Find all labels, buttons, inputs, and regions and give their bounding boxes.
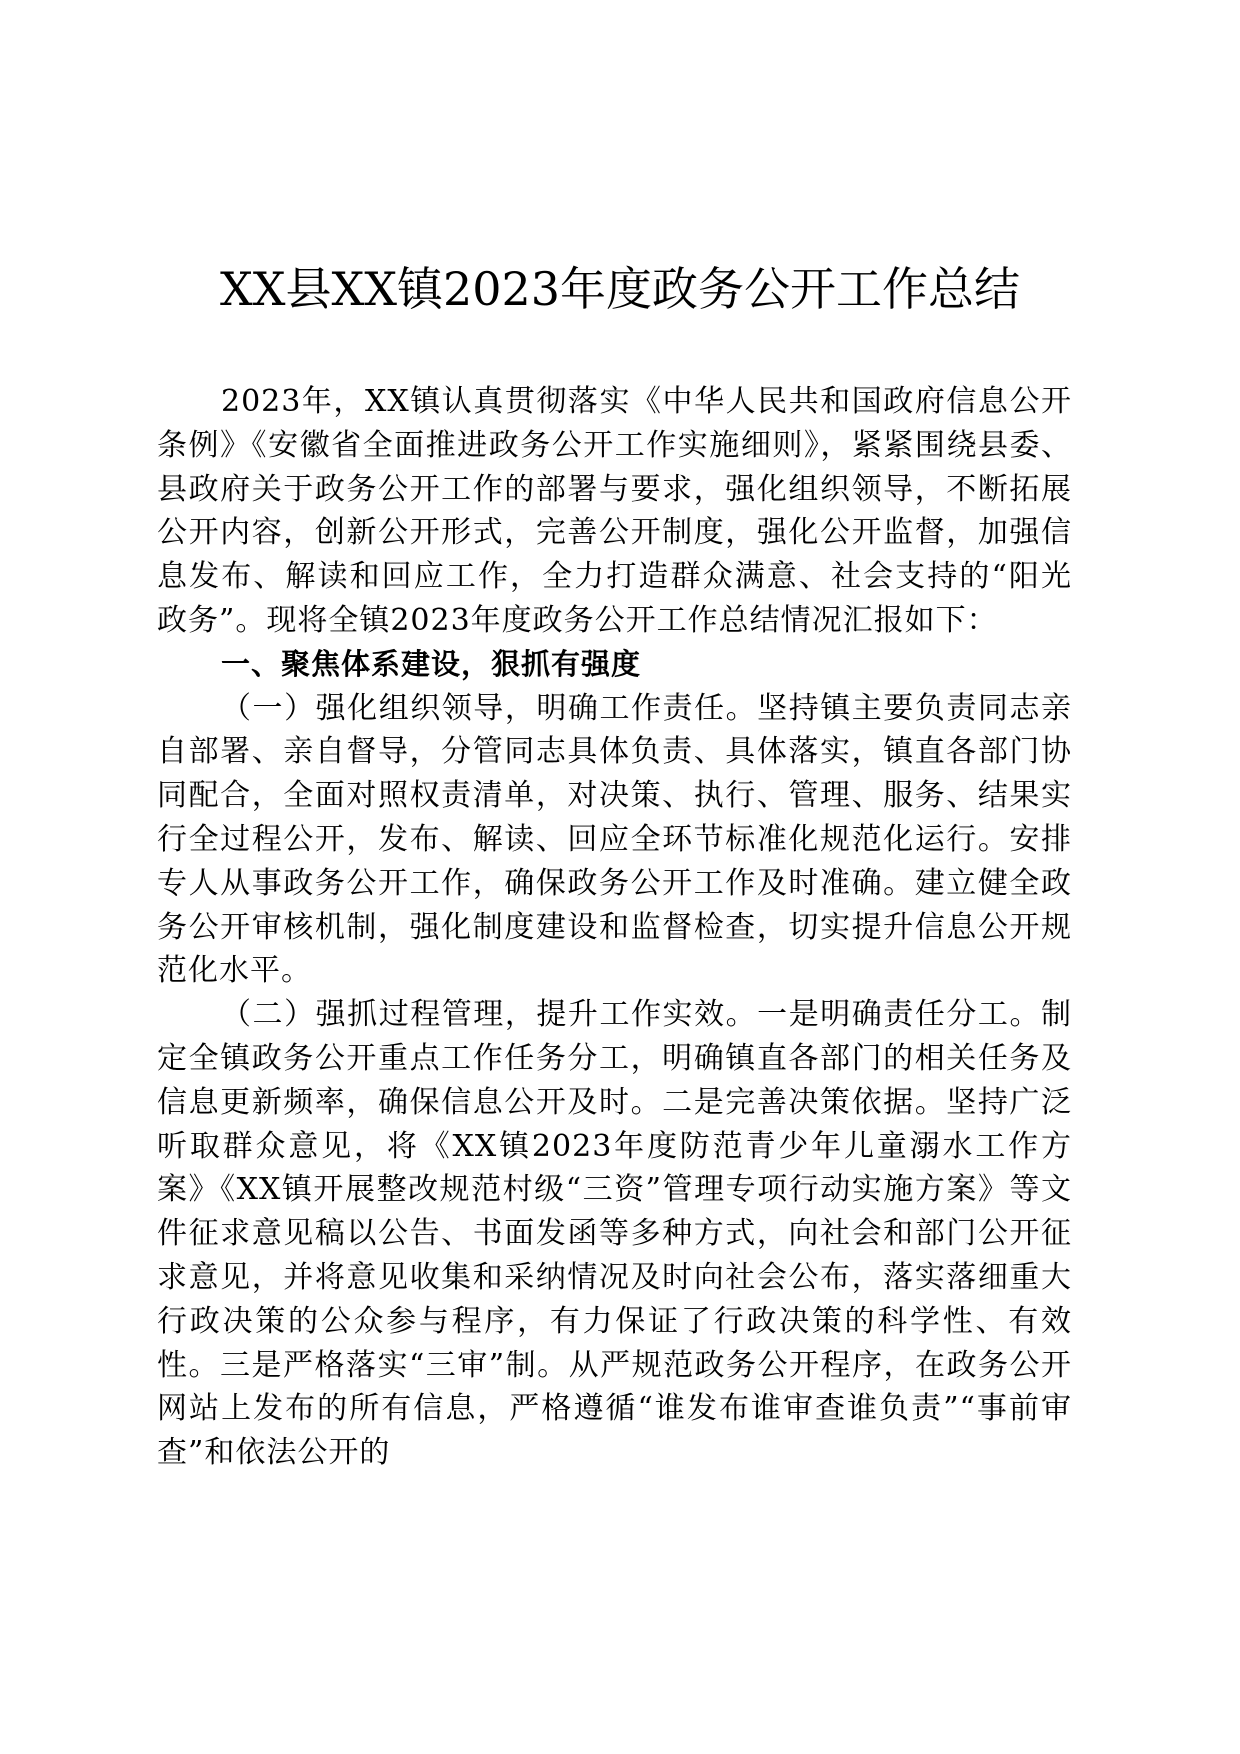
intro-paragraph: 2023年，XX镇认真贯彻落实《中华人民共和国政府信息公开条例》《安徽省全面推进政务公开工作实施细则》，紧紧围绕县委、县政府关于政务公开工作的部署与要求，强化组织领导，不断拓展公开内容，创新公开形式，完善公开制度，强化公开监督，加强信息发布、解读和回应工作，全力打造群众满意、社会支持的“阳光政务”。现将全镇2023年度政务公开工作总结情况汇报如下： <box>157 384 1072 638</box>
subsection-lead-2: （二）强抓过程管理，提升工作实效。 <box>221 997 758 1033</box>
subsection-paragraph-1 <box>157 687 1072 994</box>
subsection-paragraph-2 <box>157 993 1072 1475</box>
document-body <box>157 380 1072 1475</box>
subsection-lead-1: （一）强化组织领导，明确工作责任。 <box>221 690 758 726</box>
document-title: XX县XX镇2023年度政务公开工作总结 <box>219 261 1021 316</box>
subsection-text-1: 坚持镇主要负责同志亲自部署、亲自督导，分管同志具体负责、具体落实，镇直各部门协同配合，全面对照权责清单，对决策、执行、管理、服务、结果实行全过程公开，发布、解读、回应全环节标准化规范化运行。安排专人从事政务公开工作，确保政务公开工作及时准确。建立健全政务公开审核机制，强化制度建设和监督检查，切实提升信息公开规范化水平。 <box>157 690 1073 989</box>
section-heading-1: 一、聚焦体系建设，狠抓有强度 <box>221 646 642 681</box>
subsection-text-2: 一是明确责任分工。制定全镇政务公开重点工作任务分工，明确镇直各部门的相关任务及信息更新频率，确保信息公开及时。二是完善决策依据。坚持广泛听取群众意见，将《XX镇2023年度防范青少年儿童溺水工作方案》《XX镇开展整改规范村级“三资”管理专项行动实施方案》等文件征求意见稿以公告、书面发函等多种方式，向社会和部门公开征求意见，并将意见收集和采纳情况及时向社会公布，落实落细重大行政决策的公众参与程序，有力保证了行政决策的科学性、有效性。三是严格落实“三审”制。从严规范政务公开程序，在政务公开网站上发布的所有信息，严格遵循“谁发布谁审查谁负责”“事前审查”和依法公开的 <box>157 997 1073 1471</box>
